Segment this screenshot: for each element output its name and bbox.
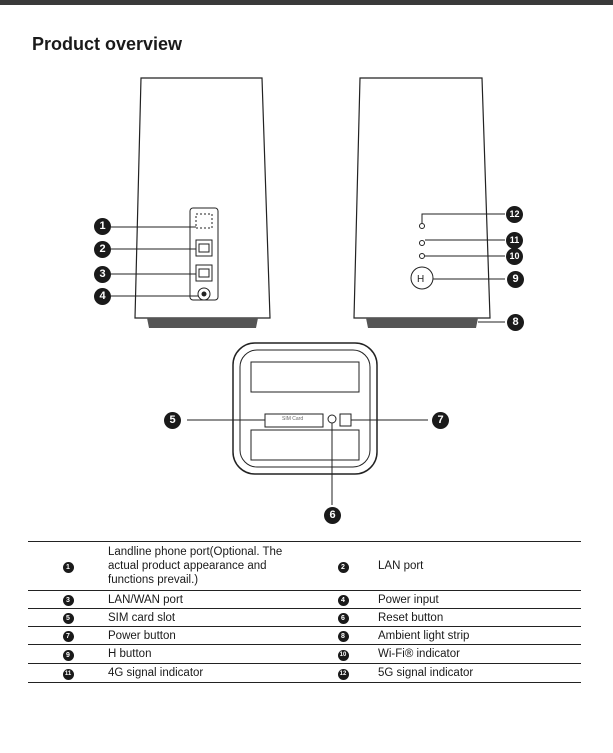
row-number: 11 [63,669,74,680]
callout-8: 8 [507,314,524,331]
table-row [28,542,581,591]
legend-table [28,541,581,683]
callout-11: 11 [506,232,523,249]
row-number: 2 [338,562,349,573]
svg-text:H: H [417,274,425,285]
row-label: H button [108,645,308,664]
callout-7: 7 [432,412,449,429]
row-number: 5 [63,613,74,624]
router-bottom-view [187,343,428,505]
callout-5: 5 [164,412,181,429]
callout-4: 4 [94,288,111,305]
row-label: Landline phone port(Optional. The actual product appearance and functions prevail.) [108,542,308,591]
row-label: Power input [378,591,581,609]
row-number: 1 [63,562,74,573]
row-number: 7 [63,631,74,642]
table-row [28,664,581,683]
table-row [28,645,581,664]
table-row [28,591,581,609]
callout-10: 10 [506,248,523,265]
sim-slot-label: SIM Card [282,416,304,422]
router-back-view [111,78,270,328]
row-number: 12 [338,669,349,680]
row-label: Reset button [378,609,581,627]
router-front-view [354,78,505,328]
row-label: LAN port [378,542,581,591]
callout-6: 6 [324,507,341,524]
callout-1: 1 [94,218,111,235]
row-label: Wi-Fi® indicator [378,645,581,664]
table-row [28,609,581,627]
row-label: 4G signal indicator [108,664,308,683]
row-number: 3 [63,595,74,606]
callout-2: 2 [94,241,111,258]
row-number: 4 [338,595,349,606]
callout-9: 9 [507,271,524,288]
row-label: SIM card slot [108,609,308,627]
callout-12: 12 [506,206,523,223]
row-number: 10 [338,650,349,661]
row-label: Power button [108,627,308,645]
row-number: 8 [338,631,349,642]
row-number: 9 [63,650,74,661]
row-label: 5G signal indicator [378,664,581,683]
row-number: 6 [338,613,349,624]
callout-3: 3 [94,266,111,283]
row-label: LAN/WAN port [108,591,308,609]
table-row [28,627,581,645]
page-title: Product overview [32,34,183,54]
row-label: Ambient light strip [378,627,581,645]
